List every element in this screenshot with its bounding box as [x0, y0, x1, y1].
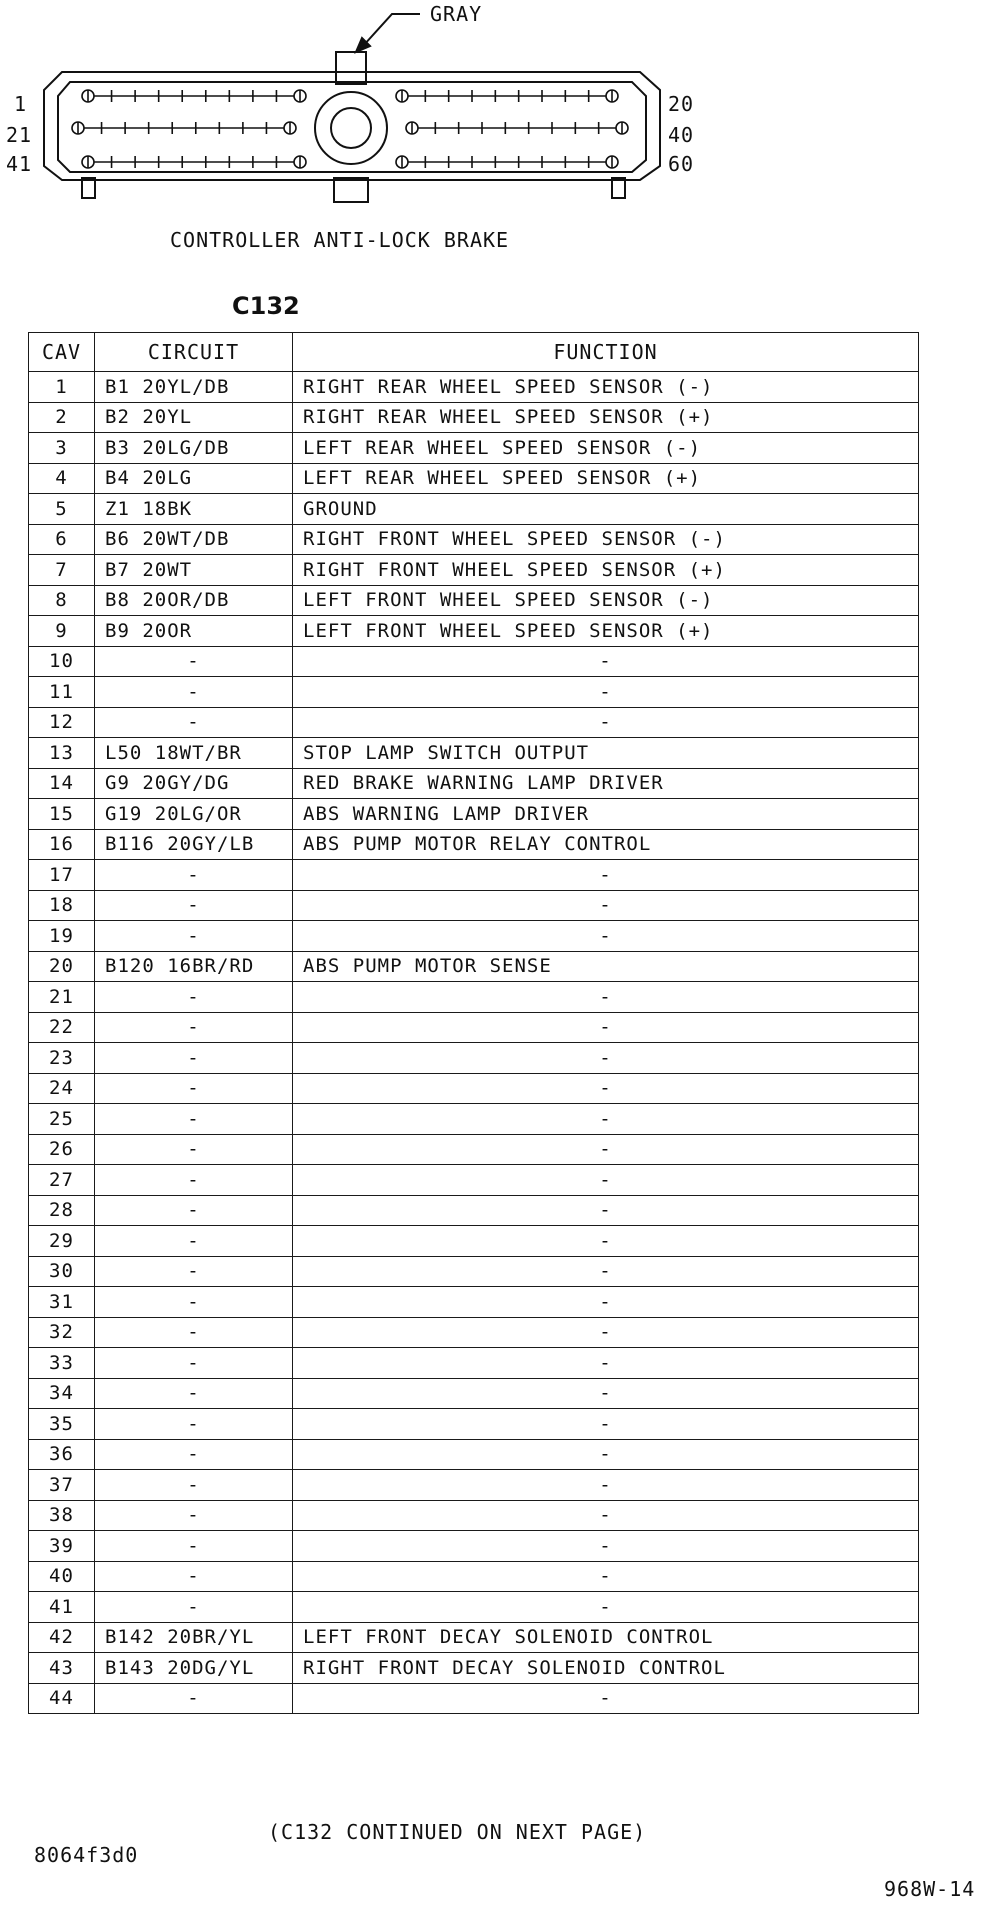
cav-cell: 4 — [29, 463, 95, 494]
cav-cell: 8 — [29, 585, 95, 616]
function-cell: LEFT REAR WHEEL SPEED SENSOR (-) — [293, 433, 919, 464]
circuit-cell: B142 20BR/YL — [95, 1622, 293, 1653]
function-cell: - — [293, 1531, 919, 1562]
table-row — [29, 1226, 919, 1257]
function-cell: - — [293, 1226, 919, 1257]
circuit-cell: B7 20WT — [95, 555, 293, 586]
table-row — [29, 1073, 919, 1104]
table-row — [29, 1195, 919, 1226]
table-row — [29, 921, 919, 952]
circuit-cell: - — [95, 921, 293, 952]
table-row — [29, 1134, 919, 1165]
circuit-cell: B3 20LG/DB — [95, 433, 293, 464]
function-cell: RED BRAKE WARNING LAMP DRIVER — [293, 768, 919, 799]
cav-cell: 41 — [29, 1592, 95, 1623]
cav-cell: 13 — [29, 738, 95, 769]
cav-cell: 17 — [29, 860, 95, 891]
circuit-cell: L50 18WT/BR — [95, 738, 293, 769]
table-row — [29, 524, 919, 555]
header-cav: CAV — [29, 333, 95, 372]
circuit-cell: - — [95, 1592, 293, 1623]
pin-label-1: 1 — [14, 92, 28, 116]
function-cell: RIGHT FRONT WHEEL SPEED SENSOR (+) — [293, 555, 919, 586]
circuit-cell: B143 20DG/YL — [95, 1653, 293, 1684]
circuit-cell: G9 20GY/DG — [95, 768, 293, 799]
cav-cell: 3 — [29, 433, 95, 464]
pin-label-40: 40 — [668, 123, 695, 147]
function-cell: - — [293, 646, 919, 677]
table-row — [29, 1287, 919, 1318]
function-cell: GROUND — [293, 494, 919, 525]
pin-rows — [78, 96, 622, 162]
cav-cell: 10 — [29, 646, 95, 677]
header-circuit: CIRCUIT — [95, 333, 293, 372]
cav-cell: 22 — [29, 1012, 95, 1043]
connector-key-tab — [336, 52, 366, 84]
function-cell: - — [293, 1378, 919, 1409]
circuit-cell: - — [95, 1683, 293, 1714]
function-cell: - — [293, 982, 919, 1013]
function-cell: LEFT REAR WHEEL SPEED SENSOR (+) — [293, 463, 919, 494]
table-row — [29, 616, 919, 647]
circuit-cell: - — [95, 677, 293, 708]
table-row — [29, 738, 919, 769]
circuit-cell: - — [95, 1409, 293, 1440]
header-function: FUNCTION — [293, 333, 919, 372]
cav-cell: 15 — [29, 799, 95, 830]
function-cell: - — [293, 890, 919, 921]
circuit-cell: - — [95, 1256, 293, 1287]
pin-label-20: 20 — [668, 92, 695, 116]
cav-cell: 6 — [29, 524, 95, 555]
function-cell: - — [293, 1104, 919, 1135]
cav-cell: 44 — [29, 1683, 95, 1714]
function-cell: - — [293, 860, 919, 891]
function-cell: - — [293, 677, 919, 708]
function-cell: - — [293, 1043, 919, 1074]
figure-id: 968W-14 — [884, 1877, 976, 1901]
table-row — [29, 555, 919, 586]
cav-cell: 1 — [29, 372, 95, 403]
table-row — [29, 1348, 919, 1379]
cav-cell: 9 — [29, 616, 95, 647]
connector-caption: CONTROLLER ANTI-LOCK BRAKE — [170, 228, 510, 252]
function-cell: - — [293, 1317, 919, 1348]
cav-cell: 42 — [29, 1622, 95, 1653]
function-cell: ABS WARNING LAMP DRIVER — [293, 799, 919, 830]
table-row — [29, 463, 919, 494]
table-row — [29, 951, 919, 982]
pinout-table-body — [29, 372, 919, 1714]
function-cell: LEFT FRONT WHEEL SPEED SENSOR (-) — [293, 585, 919, 616]
circuit-cell: B6 20WT/DB — [95, 524, 293, 555]
circuit-cell: - — [95, 1439, 293, 1470]
table-row — [29, 1012, 919, 1043]
function-cell: - — [293, 1409, 919, 1440]
function-cell: RIGHT FRONT DECAY SOLENOID CONTROL — [293, 1653, 919, 1684]
continued-note: (C132 CONTINUED ON NEXT PAGE) — [268, 1820, 647, 1844]
table-row — [29, 1317, 919, 1348]
function-cell: STOP LAMP SWITCH OUTPUT — [293, 738, 919, 769]
cav-cell: 20 — [29, 951, 95, 982]
function-cell: - — [293, 921, 919, 952]
table-row — [29, 1165, 919, 1196]
connector-bottom-tab — [334, 178, 368, 202]
table-row — [29, 707, 919, 738]
table-row — [29, 677, 919, 708]
table-row — [29, 372, 919, 403]
circuit-cell: - — [95, 1531, 293, 1562]
cav-cell: 30 — [29, 1256, 95, 1287]
function-cell: ABS PUMP MOTOR RELAY CONTROL — [293, 829, 919, 860]
cav-cell: 14 — [29, 768, 95, 799]
circuit-cell: - — [95, 1104, 293, 1135]
circuit-cell: - — [95, 1195, 293, 1226]
table-row — [29, 890, 919, 921]
connector-diagram — [0, 0, 992, 260]
circuit-cell: G19 20LG/OR — [95, 799, 293, 830]
table-row — [29, 494, 919, 525]
function-cell: - — [293, 1592, 919, 1623]
cav-cell: 24 — [29, 1073, 95, 1104]
table-header-row — [29, 333, 919, 372]
table-row — [29, 1409, 919, 1440]
function-cell: - — [293, 1195, 919, 1226]
cav-cell: 21 — [29, 982, 95, 1013]
table-row — [29, 646, 919, 677]
gray-callout-arrow — [363, 14, 420, 46]
gray-callout-label: GRAY — [430, 2, 483, 26]
cav-cell: 33 — [29, 1348, 95, 1379]
pin-label-41: 41 — [6, 152, 33, 176]
function-cell: LEFT FRONT DECAY SOLENOID CONTROL — [293, 1622, 919, 1653]
function-cell: - — [293, 1500, 919, 1531]
circuit-cell: B116 20GY/LB — [95, 829, 293, 860]
cav-cell: 18 — [29, 890, 95, 921]
function-cell: - — [293, 1134, 919, 1165]
table-row — [29, 768, 919, 799]
cav-cell: 7 — [29, 555, 95, 586]
table-row — [29, 585, 919, 616]
cav-cell: 25 — [29, 1104, 95, 1135]
table-row — [29, 982, 919, 1013]
table-row — [29, 1500, 919, 1531]
table-row — [29, 402, 919, 433]
cav-cell: 27 — [29, 1165, 95, 1196]
circuit-cell: - — [95, 1317, 293, 1348]
cav-cell: 32 — [29, 1317, 95, 1348]
function-cell: RIGHT FRONT WHEEL SPEED SENSOR (-) — [293, 524, 919, 555]
circuit-cell: - — [95, 1012, 293, 1043]
function-cell: - — [293, 707, 919, 738]
circuit-cell: - — [95, 646, 293, 677]
cav-cell: 38 — [29, 1500, 95, 1531]
table-row — [29, 1683, 919, 1714]
cav-cell: 5 — [29, 494, 95, 525]
circuit-cell: B2 20YL — [95, 402, 293, 433]
circuit-cell: - — [95, 1165, 293, 1196]
function-cell: - — [293, 1073, 919, 1104]
circuit-cell: - — [95, 1134, 293, 1165]
circuit-cell: B8 20OR/DB — [95, 585, 293, 616]
cav-cell: 31 — [29, 1287, 95, 1318]
function-cell: - — [293, 1256, 919, 1287]
cav-cell: 12 — [29, 707, 95, 738]
pinout-table — [28, 332, 919, 1714]
cav-cell: 19 — [29, 921, 95, 952]
table-row — [29, 1470, 919, 1501]
function-cell: LEFT FRONT WHEEL SPEED SENSOR (+) — [293, 616, 919, 647]
circuit-cell: - — [95, 982, 293, 1013]
table-row — [29, 829, 919, 860]
circuit-cell: B1 20YL/DB — [95, 372, 293, 403]
circuit-cell: - — [95, 1043, 293, 1074]
function-cell: RIGHT REAR WHEEL SPEED SENSOR (+) — [293, 402, 919, 433]
table-row — [29, 1561, 919, 1592]
cav-cell: 2 — [29, 402, 95, 433]
table-row — [29, 1531, 919, 1562]
circuit-cell: - — [95, 707, 293, 738]
cav-cell: 43 — [29, 1653, 95, 1684]
circuit-cell: Z1 18BK — [95, 494, 293, 525]
document-id: 8064f3d0 — [34, 1843, 139, 1867]
table-row — [29, 799, 919, 830]
cav-cell: 16 — [29, 829, 95, 860]
table-row — [29, 1592, 919, 1623]
table-row — [29, 1043, 919, 1074]
cav-cell: 37 — [29, 1470, 95, 1501]
function-cell: - — [293, 1012, 919, 1043]
circuit-cell: - — [95, 1287, 293, 1318]
function-cell: - — [293, 1287, 919, 1318]
function-cell: - — [293, 1439, 919, 1470]
table-row — [29, 1104, 919, 1135]
circuit-cell: - — [95, 860, 293, 891]
function-cell: - — [293, 1348, 919, 1379]
table-row — [29, 1256, 919, 1287]
table-row — [29, 1653, 919, 1684]
function-cell: ABS PUMP MOTOR SENSE — [293, 951, 919, 982]
circuit-cell: - — [95, 1561, 293, 1592]
cav-cell: 29 — [29, 1226, 95, 1257]
cav-cell: 39 — [29, 1531, 95, 1562]
circuit-cell: B9 20OR — [95, 616, 293, 647]
circuit-cell: B4 20LG — [95, 463, 293, 494]
function-cell: - — [293, 1165, 919, 1196]
function-cell: RIGHT REAR WHEEL SPEED SENSOR (-) — [293, 372, 919, 403]
cav-cell: 34 — [29, 1378, 95, 1409]
connector-center-boss-inner — [331, 108, 371, 148]
connector-center-boss-outer — [315, 92, 387, 164]
function-cell: - — [293, 1683, 919, 1714]
table-row — [29, 1622, 919, 1653]
circuit-cell: - — [95, 1348, 293, 1379]
cav-cell: 40 — [29, 1561, 95, 1592]
table-row — [29, 433, 919, 464]
cav-cell: 26 — [29, 1134, 95, 1165]
function-cell: - — [293, 1561, 919, 1592]
cav-cell: 11 — [29, 677, 95, 708]
circuit-cell: - — [95, 1378, 293, 1409]
cav-cell: 36 — [29, 1439, 95, 1470]
pin-label-21: 21 — [6, 123, 33, 147]
table-row — [29, 1378, 919, 1409]
circuit-cell: - — [95, 1226, 293, 1257]
cav-cell: 23 — [29, 1043, 95, 1074]
circuit-cell: - — [95, 1470, 293, 1501]
cav-cell: 28 — [29, 1195, 95, 1226]
function-cell: - — [293, 1470, 919, 1501]
circuit-cell: B120 16BR/RD — [95, 951, 293, 982]
circuit-cell: - — [95, 890, 293, 921]
cav-cell: 35 — [29, 1409, 95, 1440]
table-row — [29, 1439, 919, 1470]
circuit-cell: - — [95, 1073, 293, 1104]
connector-id-title: C132 — [232, 292, 300, 320]
circuit-cell: - — [95, 1500, 293, 1531]
pin-label-60: 60 — [668, 152, 695, 176]
table-row — [29, 860, 919, 891]
